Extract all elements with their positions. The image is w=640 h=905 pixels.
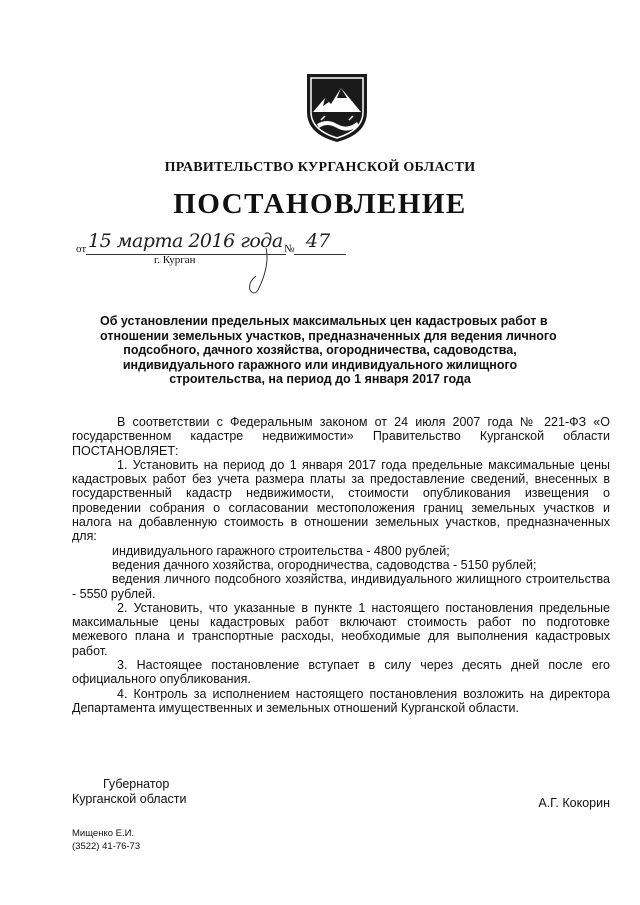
signatory-position bbox=[72, 777, 187, 807]
item-1-housing: ведения личного подсобного хозяйства, индивидуального жилищного строительства - 5550 рублей. bbox=[72, 572, 610, 601]
number-underline bbox=[294, 254, 346, 255]
document-title bbox=[100, 314, 557, 387]
organization-name: ПРАВИТЕЛЬСТВО КУРГАНСКОЙ ОБЛАСТИ bbox=[164, 160, 476, 175]
item-1-garage: индивидуального гаражного строительства - 4800 рублей; bbox=[112, 543, 450, 558]
title-line: отношении земельных участков, предназначенных для ведения личного bbox=[100, 328, 557, 343]
title-line: индивидуального гаражного или индивидуального жилищного bbox=[122, 357, 518, 372]
title-line: Об установлении предельных максимальных цен кадастровых работ в bbox=[100, 314, 548, 328]
handwritten-stroke bbox=[236, 246, 276, 296]
date-prefix: от bbox=[76, 243, 87, 255]
date-number-line bbox=[76, 232, 376, 292]
position-title: Губернатор bbox=[103, 777, 170, 791]
signatory-name: А.Г. Кокорин bbox=[538, 796, 610, 810]
title-line: подсобного, дачного хозяйства, огородничества, садоводства, bbox=[123, 343, 517, 357]
item-4-paragraph: 4. Контроль за исполнением настоящего постановления возложить на директора Департамента имущественных и земельных отношений Курганской области. bbox=[72, 686, 610, 715]
city-label: г. Курган bbox=[154, 254, 196, 266]
document-type: ПОСТАНОВЛЕНИЕ bbox=[173, 188, 467, 220]
executor-phone: (3522) 41-76-73 bbox=[72, 841, 141, 852]
item-1-dacha: ведения дачного хозяйства, огородничества, садоводства - 5150 рублей; bbox=[112, 557, 537, 572]
item-1-paragraph: 1. Установить на период до 1 января 2017 года предельные максимальные цены кадастровых работ без учета размера платы за предоставление сведений, внесенных в государственный кадастр недвижимости, стоимости опубликования извещения о проведении собрания о согласовании местоположения границ земельных участков и налога на добавленную стоимость в отношении земельных участков, предназначенных для: bbox=[72, 457, 610, 544]
number-prefix: № bbox=[284, 243, 295, 255]
handwritten-date: 15 марта 2016 года bbox=[88, 230, 283, 252]
preamble-paragraph: В соответствии с Федеральным законом от 24 июля 2007 года № 221-ФЗ «О государственном кадастре недвижимости» Правительство Курганской области ПОСТАНОВЛЯЕТ: bbox=[72, 415, 610, 458]
position-region: Курганской области bbox=[72, 792, 187, 806]
item-3-paragraph: 3. Настоящее постановление вступает в силу через десять дней после его официального опубликования. bbox=[72, 658, 610, 687]
coat-of-arms-emblem bbox=[303, 72, 371, 144]
document-body bbox=[72, 415, 610, 715]
title-line: строительства, на период до 1 января 2017 года bbox=[169, 372, 471, 386]
executor-block bbox=[72, 827, 140, 853]
executor-name: Мищенко Е.И. bbox=[72, 828, 135, 839]
handwritten-number: 47 bbox=[306, 230, 331, 252]
item-2-paragraph: 2. Установить, что указанные в пункте 1 настоящего постановления предельные максимальные цены кадастровых работ включают стоимость работ по подготовке межевого плана и транспортные расходы, необходимые для выполнения кадастровых работ. bbox=[72, 600, 610, 658]
